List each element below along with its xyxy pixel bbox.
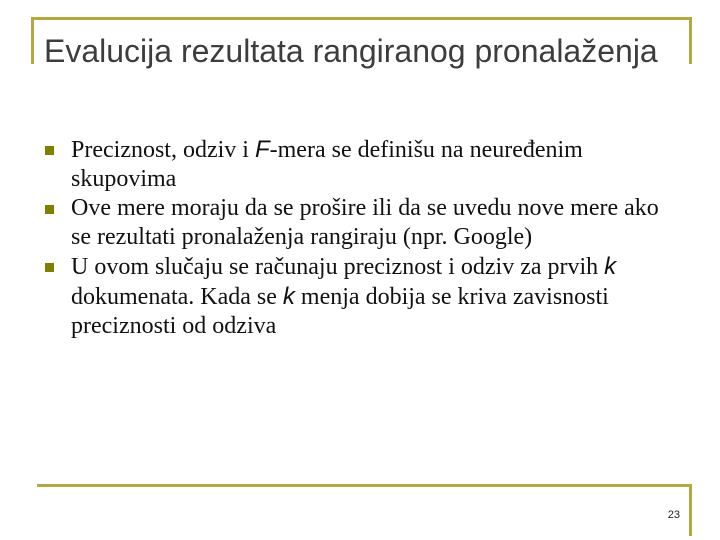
frame-bottom-line <box>37 484 692 487</box>
frame-right-line <box>689 17 692 64</box>
bullet-text-italic: k <box>282 283 295 310</box>
bullet-item <box>44 252 674 341</box>
square-bullet-icon <box>45 263 54 272</box>
bullet-text: -mera se definišu na neuređenim skupovima <box>71 137 583 192</box>
bullet-text: dokumenata. Kada se <box>71 284 283 310</box>
bullet-text: U ovom slučaju se računaju preciznost i odziv za prvih <box>71 254 605 280</box>
bullet-text: Preciznost, odziv i <box>71 137 255 163</box>
frame-bottom-right-line <box>689 484 692 536</box>
bullet-list <box>44 135 674 341</box>
bullet-text-italic: k <box>604 253 617 280</box>
square-bullet-icon <box>45 205 54 214</box>
bullet-text: Ove mere moraju da se prošire ili da se uvedu nove mere ako se rezultati pronalaženja rangiraju (npr. Google) <box>71 195 659 250</box>
bullet-item <box>44 194 674 252</box>
slide-title: Evalucija rezultata rangiranog pronalaženja <box>44 33 658 69</box>
bullet-text-italic: F <box>254 136 270 163</box>
bullet-item <box>44 135 674 194</box>
square-bullet-icon <box>45 146 54 155</box>
page-number: 23 <box>667 509 680 521</box>
bullet-text: menja dobija se kriva zavisnosti preciznosti od odziva <box>71 284 609 339</box>
frame-top-line <box>31 17 692 20</box>
frame-left-line <box>31 17 34 64</box>
